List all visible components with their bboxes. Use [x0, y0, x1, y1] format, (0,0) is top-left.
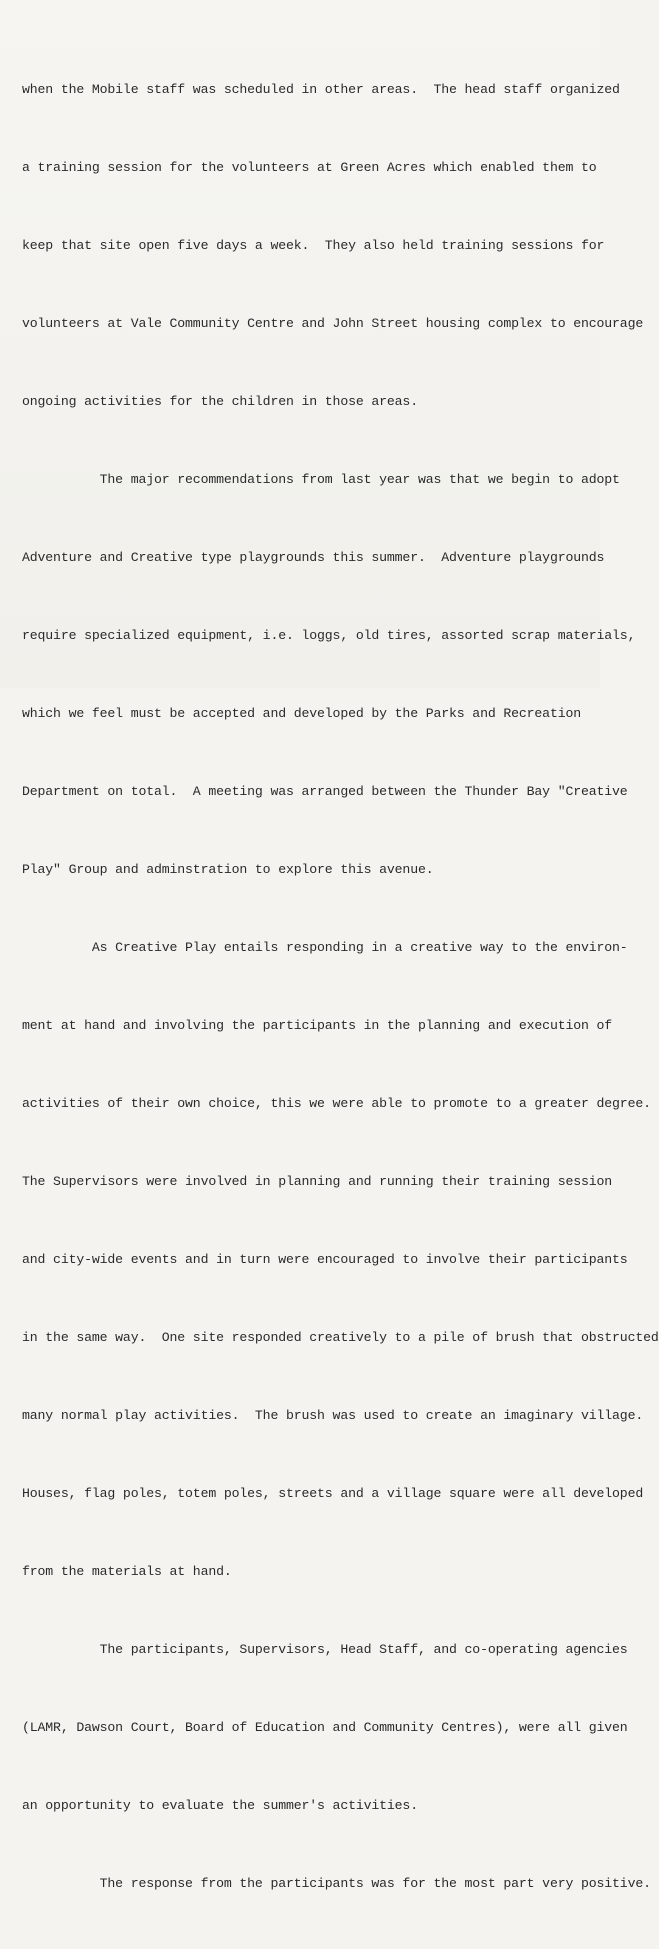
text-line: which we feel must be accepted and developed by the Parks and Recreation: [22, 706, 581, 721]
text-line: volunteers at Vale Community Centre and John Street housing complex to encourage: [22, 316, 644, 331]
text-line: Adventure and Creative type playgrounds this summer. Adventure playgrounds: [22, 550, 605, 565]
text-line: Play" Group and adminstration to explore this avenue.: [22, 862, 434, 877]
text-line: The major recommendations from last year was that we begin to adopt: [22, 472, 620, 487]
text-line: activities of their own choice, this we were able to promote to a greater degree.: [22, 1096, 651, 1111]
text-line: Department on total. A meeting was arranged between the Thunder Bay "Creative: [22, 784, 628, 799]
text-line: ongoing activities for the children in those areas.: [22, 394, 418, 409]
text-line: require specialized equipment, i.e. loggs, old tires, assorted scrap materials,: [22, 628, 636, 643]
text-line: The Supervisors were involved in planning and running their training session: [22, 1174, 613, 1189]
text-line: from the materials at hand.: [22, 1564, 232, 1579]
text-line: keep that site open five days a week. They also held training sessions for: [22, 238, 605, 253]
text-line: and city-wide events and in turn were encouraged to involve their participants: [22, 1252, 628, 1267]
text-line: The participants, Supervisors, Head Staff, and co-operating agencies: [22, 1642, 628, 1657]
text-line: (LAMR, Dawson Court, Board of Education and Community Centres), were all given: [22, 1720, 628, 1735]
text-line: ment at hand and involving the participants in the planning and execution of: [22, 1018, 613, 1033]
text-line: Houses, flag poles, totem poles, streets and a village square were all developed: [22, 1486, 644, 1501]
text-line: when the Mobile staff was scheduled in other areas. The head staff organized: [22, 82, 620, 97]
text-line: a training session for the volunteers at Green Acres which enabled them to: [22, 160, 597, 175]
text-line: As Creative Play entails responding in a creative way to the environ-: [22, 940, 628, 955]
text-line: The response from the participants was for the most part very positive.: [22, 1876, 651, 1891]
text-line: an opportunity to evaluate the summer's activities.: [22, 1798, 418, 1813]
text-line: many normal play activities. The brush was used to create an imaginary village.: [22, 1408, 644, 1423]
document-body: [22, 25, 659, 1949]
text-line: in the same way. One site responded creatively to a pile of brush that obstructed: [22, 1330, 659, 1345]
